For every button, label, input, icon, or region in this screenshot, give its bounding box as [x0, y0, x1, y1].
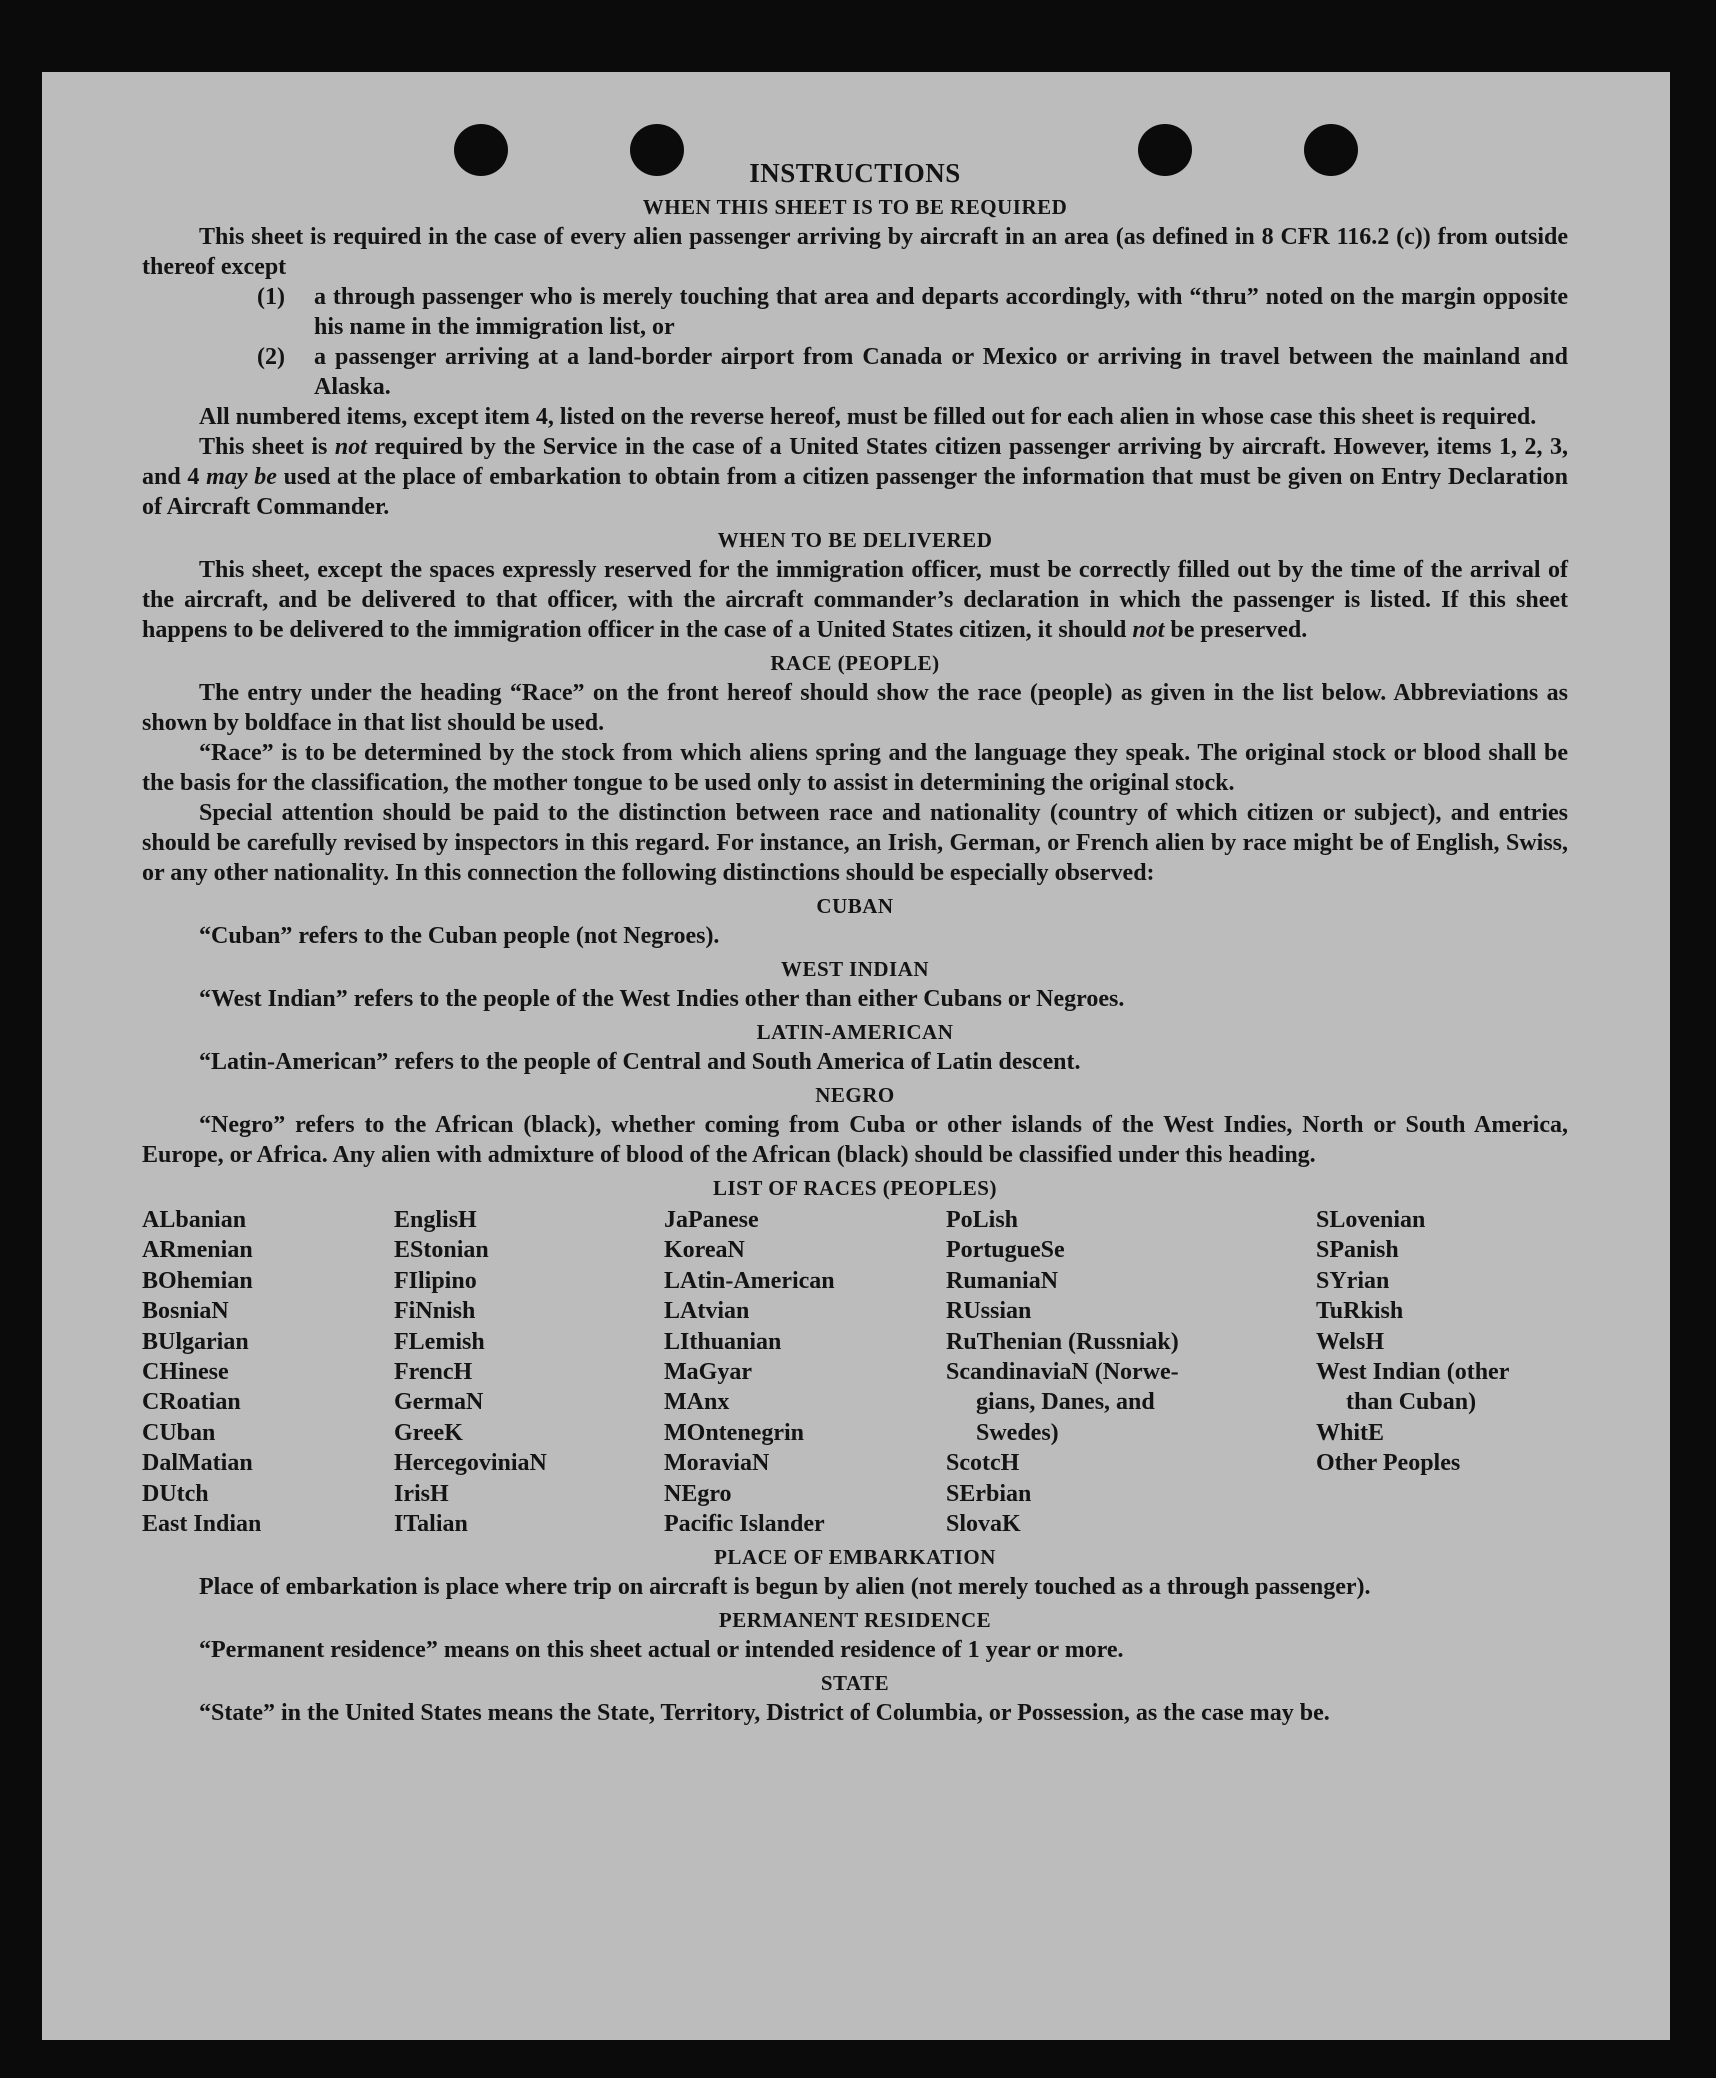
- list-item: (1) a through passenger who is merely touching that area and departs accordingly, with “thru” noted on the margin opposite his name in the immigration list, or: [257, 284, 1568, 340]
- paragraph: All numbered items, except item 4, listed on the reverse hereof, must be filled out for each alien in whose case this sheet is required.: [199, 404, 1537, 430]
- list-item: (2) a passenger arriving at a land-border airport from Canada or Mexico or arriving in travel between the mainland and Alaska.: [257, 344, 1568, 400]
- race-column: PoLish PortugueSe RumaniaN RUssian RuThenian (Russniak) ScandinaviaN (Norwe- gians, Danes, and Swedes) ScotcH SErbian SlovaK: [946, 1207, 1179, 1538]
- paragraph: “State” in the United States means the State, Territory, District of Columbia, or Possession, as the case may be.: [199, 1700, 1330, 1727]
- paragraph: “Negro” refers to the African (black), whether coming from Cuba or other islands of the West Indies, North or South America, Europe, or Africa. Any alien with admixture of blood of the African (black) should be classified under this heading.: [142, 1112, 1568, 1168]
- instruction-sheet: [42, 72, 1670, 2040]
- section-heading: NEGRO: [815, 1083, 895, 1107]
- section-heading: LIST OF RACES (PEOPLES): [713, 1176, 997, 1200]
- race-column: ALbanian ARmenian BOhemian BosniaN BUlgarian CHinese CRoatian CUban DalMatian DUtch East Indian: [142, 1207, 262, 1538]
- paragraph: This sheet, except the spaces expressly reserved for the immigration officer, must be correctly filled out by the time of the arrival of the aircraft, and be delivered to that officer, with the aircraft commander’s declaration in which the passenger is listed. If this sheet happens to be delivered to the immigration officer in the case of a United States citizen, it should not be preserved.: [142, 557, 1568, 643]
- race-column: JaPanese KoreaN LAtin-American LAtvian LIthuanian MaGyar MAnx MOntenegrin MoraviaN NEgro Pacific Islander: [664, 1207, 835, 1538]
- paragraph: “Latin-American” refers to the people of Central and South America of Latin descent.: [199, 1049, 1081, 1075]
- paragraph: “Race” is to be determined by the stock from which aliens spring and the language they speak. The original stock or blood shall be the basis for the classification, the mother tongue to be used only to assist in determining the original stock.: [142, 740, 1568, 796]
- paragraph: This sheet is required in the case of every alien passenger arriving by aircraft in an area (as defined in 8 CFR 116.2 (c)) from outside thereof except: [142, 224, 1568, 280]
- paragraph: The entry under the heading “Race” on the front hereof should show the race (people) as given in the list below. Abbreviations as shown by boldface in that list should be used.: [142, 680, 1568, 736]
- section-heading: WEST INDIAN: [780, 957, 930, 981]
- section-heading: PLACE OF EMBARKATION: [714, 1545, 996, 1570]
- section-heading: WHEN TO BE DELIVERED: [717, 528, 993, 552]
- race-column: SLovenian SPanish SYrian TuRkish WelsH West Indian (other than Cuban) WhitE Other Peoples: [1316, 1207, 1510, 1477]
- paragraph: “West Indian” refers to the people of the West Indies other than either Cubans or Negroes.: [199, 986, 1125, 1012]
- instructions-content: [142, 158, 1568, 1728]
- paragraph: “Permanent residence” means on this sheet actual or intended residence of 1 year or more.: [199, 1637, 1124, 1664]
- page-title: INSTRUCTIONS: [749, 158, 961, 188]
- race-column: EnglisH EStonian FIlipino FiNnish FLemish FrencH GermaN GreeK HercegoviniaN IrisH ITalian: [394, 1207, 547, 1538]
- paragraph: Place of embarkation is place where trip on aircraft is begun by alien (not merely touched as a through passenger).: [199, 1574, 1371, 1601]
- section-heading: CUBAN: [816, 894, 894, 918]
- paragraph: “Cuban” refers to the Cuban people (not Negroes).: [199, 923, 720, 949]
- section-heading: RACE (PEOPLE): [770, 651, 940, 675]
- section-heading: LATIN-AMERICAN: [756, 1020, 954, 1044]
- section-heading: WHEN THIS SHEET IS TO BE REQUIRED: [642, 195, 1068, 219]
- section-heading: PERMANENT RESIDENCE: [718, 1608, 992, 1633]
- paragraph: This sheet is not required by the Service in the case of a United States citizen passenger arriving by aircraft. However, items 1, 2, 3, and 4 may be used at the place of embarkation to obtain from a citizen passenger the information that must be given on Entry Declaration of Aircraft Commander.: [142, 434, 1569, 520]
- race-list: [142, 1205, 1568, 1539]
- paragraph: Special attention should be paid to the distinction between race and nationality (country of which citizen or subject), and entries should be carefully revised by inspectors in this regard. For instance, an Irish, German, or French alien by race might be of English, Swiss, or any other nationality. In this connection the following distinctions should be especially observed:: [142, 800, 1568, 886]
- section-heading: STATE: [820, 1671, 890, 1696]
